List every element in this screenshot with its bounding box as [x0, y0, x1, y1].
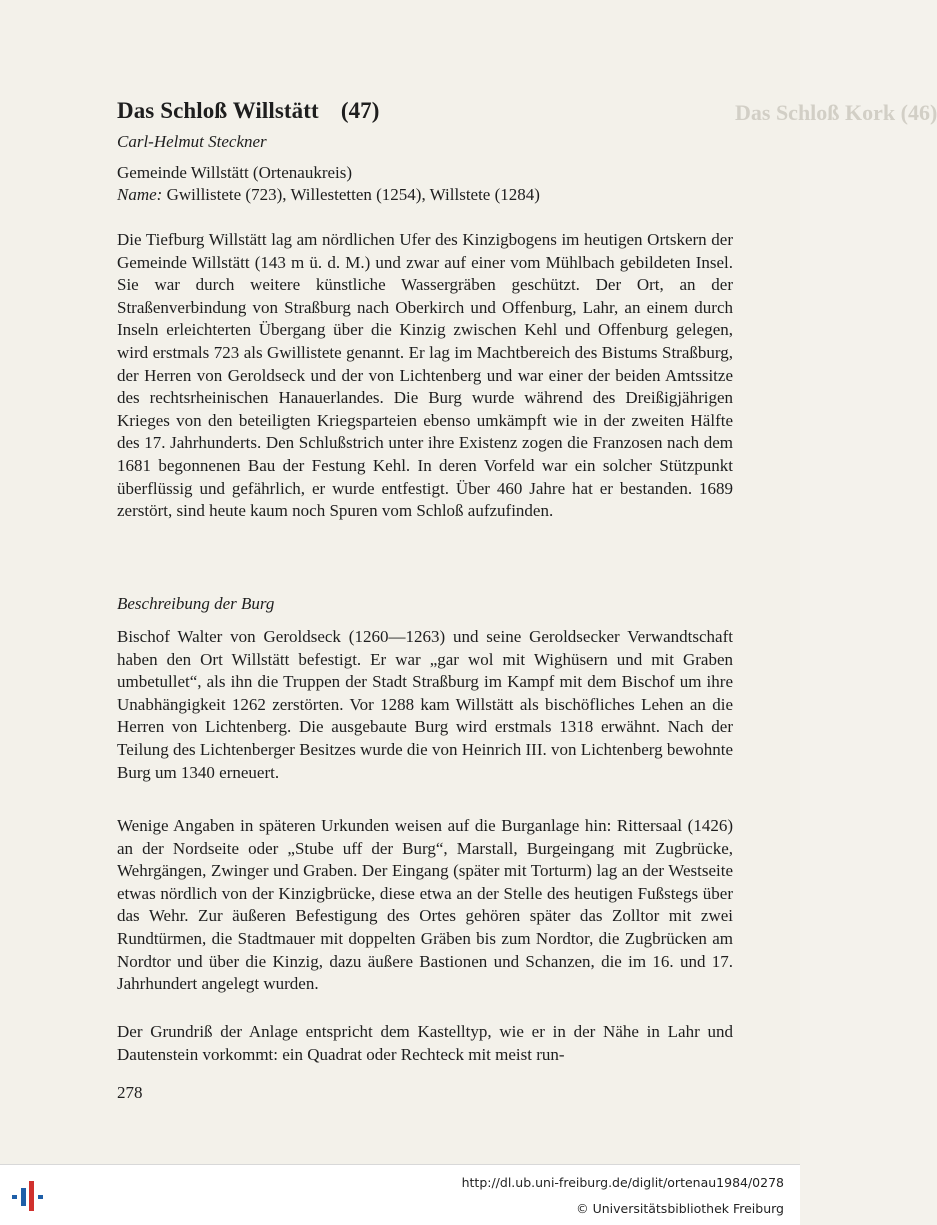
name-label: Name:	[117, 185, 163, 204]
historic-names-line	[117, 185, 540, 205]
page-number: 278	[117, 1083, 143, 1102]
article-title	[117, 98, 380, 124]
ub-freiburg-logo-icon	[10, 1179, 46, 1213]
logo-bar-mid	[21, 1188, 26, 1206]
article-number: (47)	[340, 98, 380, 123]
paragraph-intro: Die Tiefburg Willstätt lag am nördlichen Ufer des Kinzigbogens im heutigen Ortskern der Gemeinde Willstätt (143 m ü. d. M.) und zwar auf einer vom Mühlbach gebildeten Insel. Sie war durch weitere künstliche Wassergräben geschützt. Der Ort, an der Straßenverbindung von Straßburg nach Oberkirch und Offenburg, Lahr, an einem durch Inseln erleichterten Übergang über die Kinzig zwischen Kehl und Offenburg gelegen, wird erstmals 723 als Gwillistete genannt. Er lag im Machtbereich des Bistums Straßburg, der Herren von Geroldseck und der von Lichtenberg und war einer der beiden Amtssitze des rechtsrheinischen Hanauerlandes. Die Burg wurde während des Dreißigjährigen Krieges von den beteiligten Kriegsparteien ebenso umkämpft wie in der zweiten Hälfte des 17. Jahrhunderts. Den Schlußstrich unter ihre Existenz zogen die Franzosen nach dem 1681 begonnenen Bau der Festung Kehl. In deren Vorfeld war ein solcher Stützpunkt überflüssig und gefährlich, er wurde entfestigt. Über 460 Jahre hat er bestanden. 1689 zerstört, sind heute kaum noch Spuren vom Schloß aufzufinden.	[117, 230, 733, 521]
section-heading: Beschreibung der Burg	[117, 594, 275, 613]
paragraph-layout: Wenige Angaben in späteren Urkunden weisen auf die Burganlage hin: Rittersaal (1426) an der Nordseite oder „Stube uff der Burg“, Marstall, Burgeingang mit Zugbrücke, Wehrgängen, Zwinger und Graben. Der Eingang (später mit Torturm) lag an der Westseite etwas nördlich von der Kinzigbrücke, diese etwa an der Stelle des heutigen Fußstegs über das Wehr. Zur äußeren Befestigung des Ortes gehören später das Zolltor mit zwei Rundtürmen, die Stadtmauer mit doppelten Gräben bis zum Nordtor, die Zugbrücken am Nordtor und über die Kinzig, dazu äußere Bastionen und Schanzen, die im 16. und 17. Jahrhundert angelegt wurden.	[117, 816, 733, 994]
library-footer	[0, 1164, 800, 1225]
article-author: Carl-Helmut Steckner	[117, 132, 267, 151]
copyright-notice: © Universitätsbibliothek Freiburg	[576, 1201, 784, 1216]
paragraph-ground-plan: Der Grundriß der Anlage entspricht dem Kastelltyp, wie er in der Nähe in Lahr und Dautenstein vorkommt: ein Quadrat oder Rechteck mit meist run-	[117, 1022, 733, 1064]
name-value: Gwillistete (723), Willestetten (1254), Willstete (1284)	[162, 185, 540, 204]
bleed-through-title: Das Schloß Kork (46)	[735, 100, 937, 125]
paragraph-history: Bischof Walter von Geroldseck (1260—1263) und seine Geroldsecker Verwandtschaft haben den Ort Willstätt befestigt. Er war „gar wol mit Wighüsern und mit Graben umbetullet“, als ihn die Truppen der Stadt Straßburg im Kampf mit dem Bischof um ihre Unabhängigkeit 1262 zerstörten. Vor 1288 kam Willstätt als bischöfliches Lehen an die Herren von Lichtenberg. Die ausgebaute Burg wird erstmals 1318 erwähnt. Nach der Teilung des Lichtenberger Besitzes wurde die von Heinrich III. von Lichtenberg bewohnte Burg um 1340 erneuert.	[117, 627, 733, 782]
permalink-url[interactable]: http://dl.ub.uni-freiburg.de/diglit/ortenau1984/0278	[461, 1175, 784, 1190]
logo-bar-right	[38, 1195, 43, 1199]
article-title-text: Das Schloß Willstätt	[117, 98, 319, 123]
logo-bar-tall	[29, 1181, 34, 1211]
logo-bar-left	[12, 1195, 17, 1199]
municipality-line: Gemeinde Willstätt (Ortenaukreis)	[117, 163, 353, 182]
